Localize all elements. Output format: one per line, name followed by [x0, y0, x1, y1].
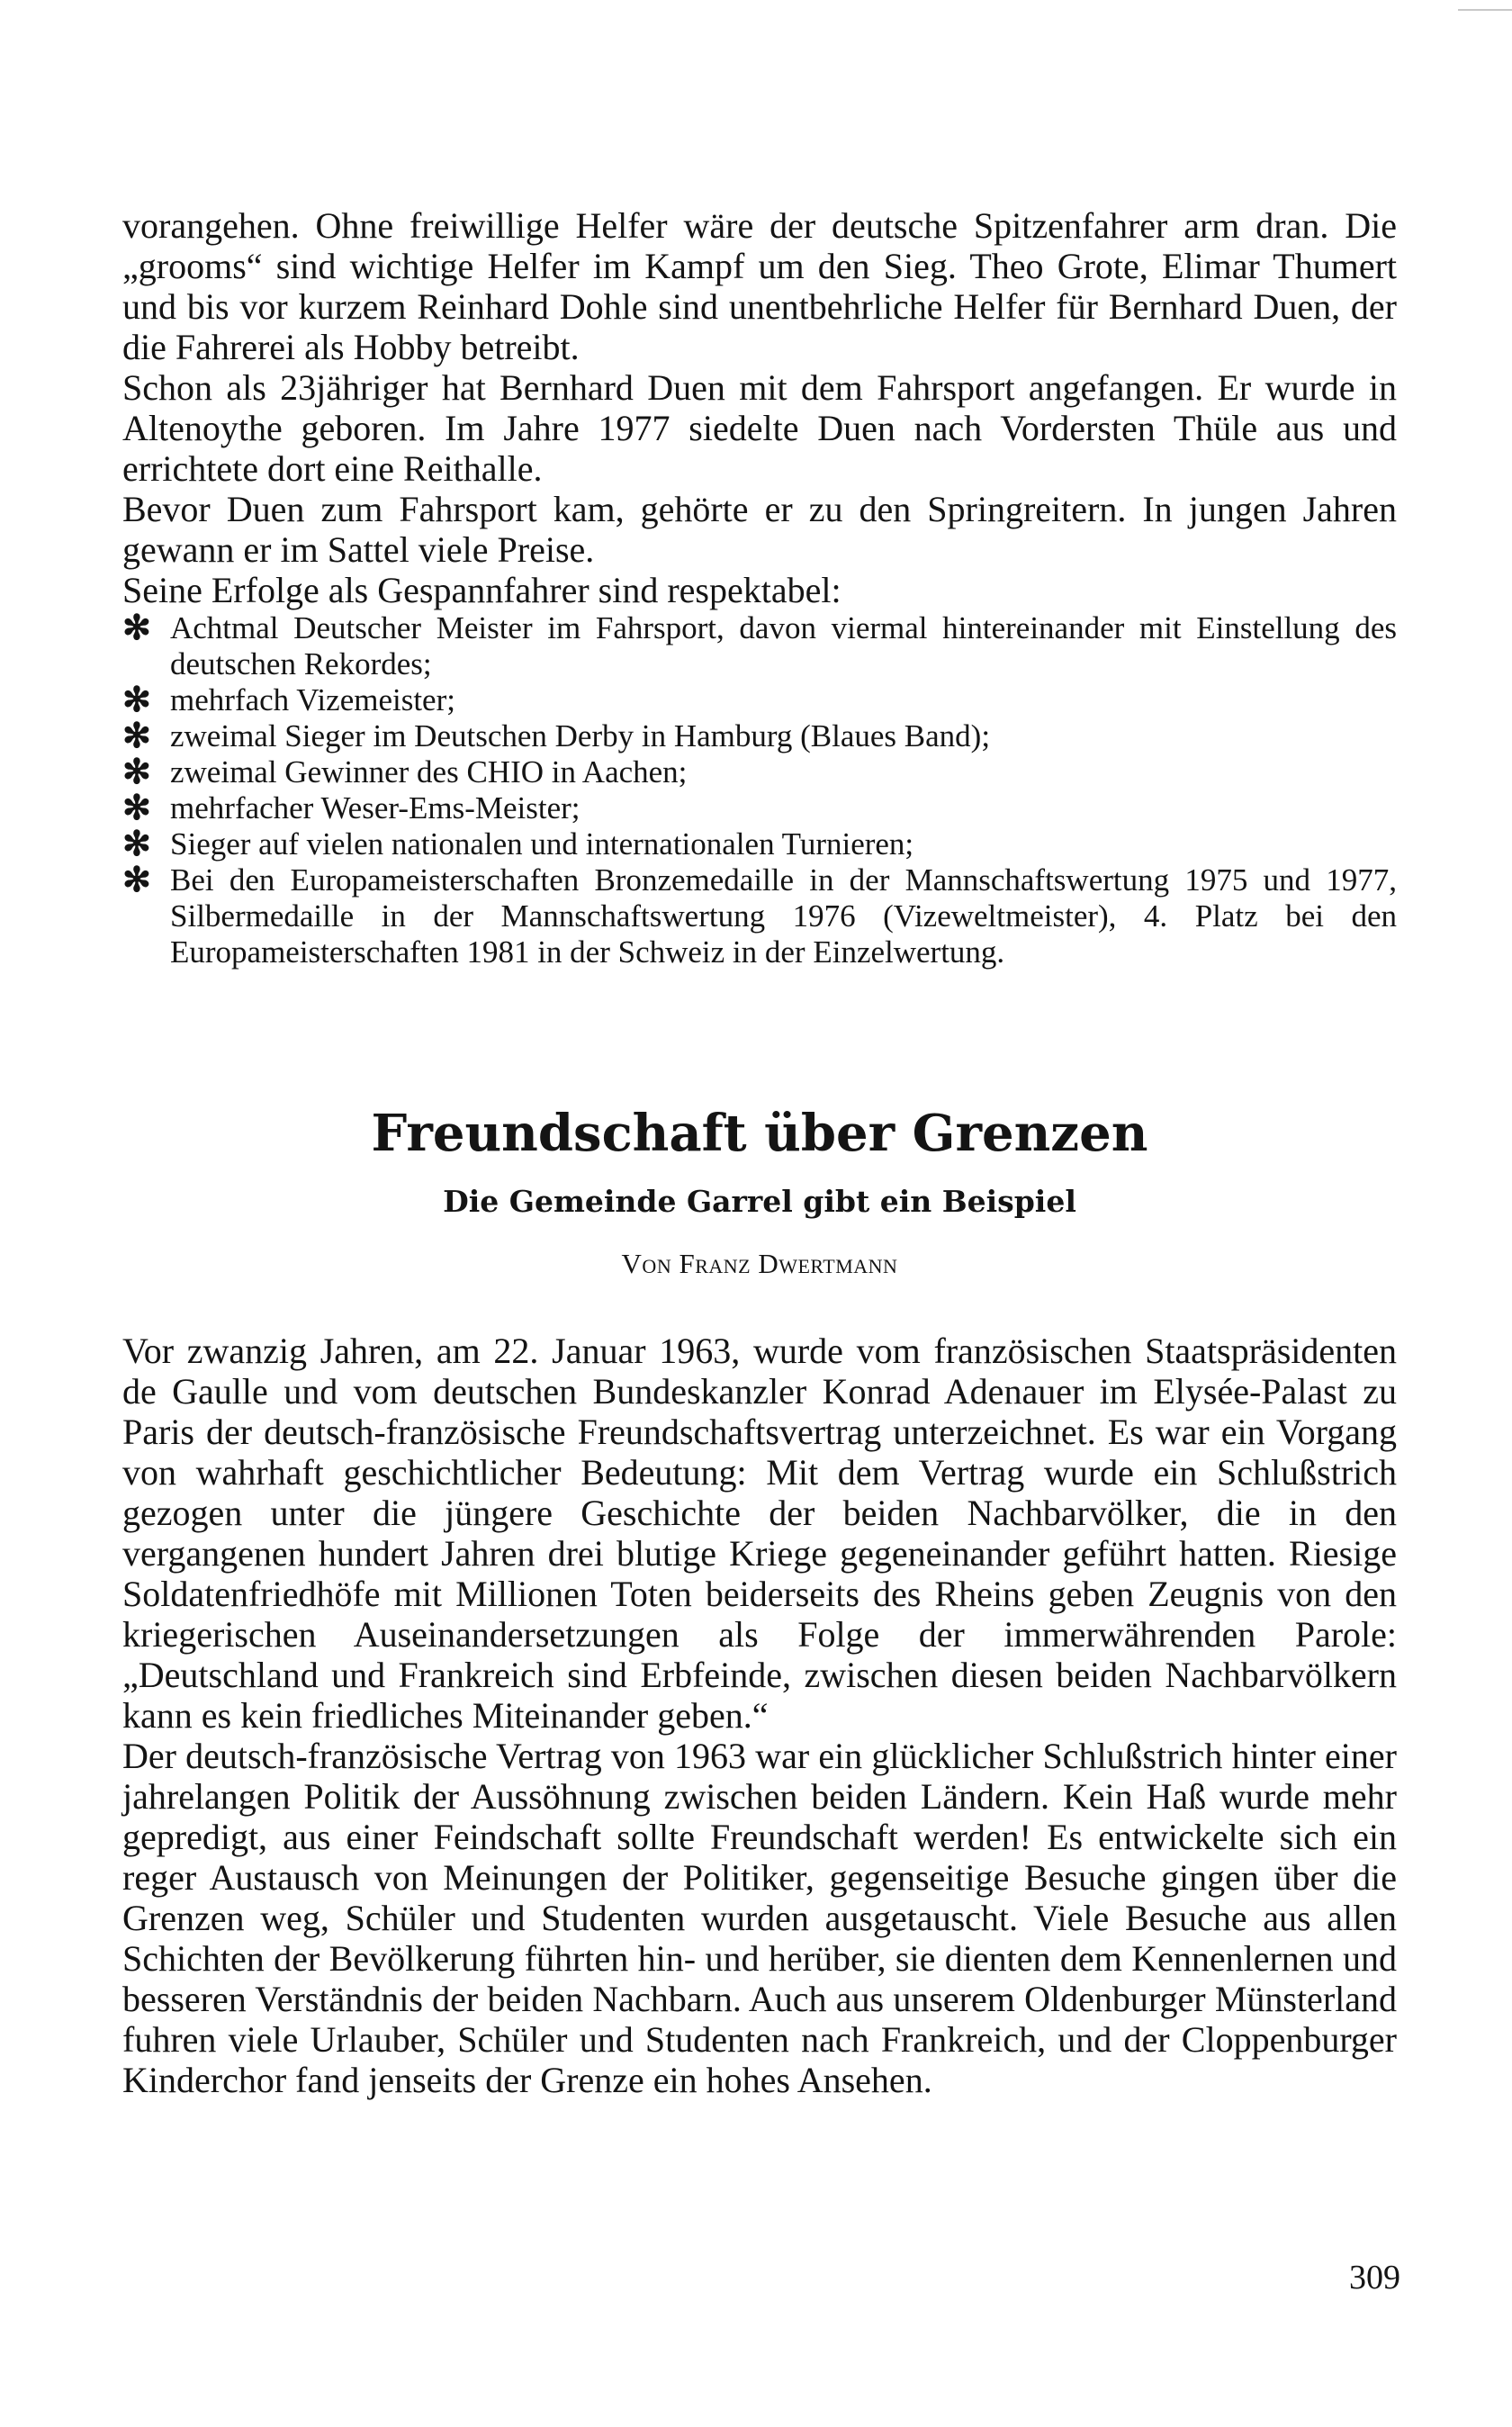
asterisk-bullet-icon: ✻ [122, 681, 151, 719]
list-item [122, 826, 1397, 862]
body-paragraph: Der deutsch-französische Vertrag von 1963 war ein glücklicher Schlußstrich hinter einer jahrelangen Politik der Aussöhnung zwischen beiden Ländern. Kein Haß wurde mehr gepredigt, aus einer Feindschaft sollte Freundschaft werden! Es entwickelte sich ein reger Austausch von Meinungen der Politiker, gegenseitige Besuche gingen über die Grenzen weg, Schüler und Studenten wurden ausgetauscht. Viele Besuche aus allen Schichten der Bevölkerung führten hin- und herüber, sie dienten dem Kennenlernen und besseren Verständnis der beiden Nachbarn. Auch aus unserem Oldenburger Münsterland fuhren viele Urlauber, Schüler und Studenten nach Frankreich, und der Cloppenburger Kinderchor fand jenseits der Grenze ein hohes Ansehen. [122, 1736, 1397, 2100]
article-body [122, 1331, 1397, 2100]
page-number: 309 [1349, 2259, 1400, 2296]
list-item-text: zweimal Sieger im Deutschen Derby in Hamburg (Blaues Band); [170, 718, 991, 753]
list-item-text: mehrfacher Weser-Ems-Meister; [170, 790, 580, 826]
list-item [122, 610, 1397, 682]
article-subtitle: Die Gemeinde Garrel gibt ein Beispiel [443, 1184, 1076, 1219]
asterisk-bullet-icon: ✻ [122, 753, 151, 791]
list-item-text: zweimal Gewinner des CHIO in Aachen; [170, 754, 688, 789]
asterisk-bullet-icon: ✻ [122, 609, 151, 647]
list-item [122, 862, 1397, 970]
intro-paragraph: vorangehen. Ohne freiwillige Helfer wäre der deutsche Spitzenfahrer arm dran. Die „grooms“ sind wichtige Helfer im Kampf um den Sieg. Theo Grote, Elimar Thumert und bis vor kurzem Reinhard Dohle sind unentbehrliche Helfer für Bernhard Duen, der die Fahrerei als Hobby betreibt. [122, 205, 1397, 367]
list-item [122, 790, 1397, 826]
list-item [122, 754, 1397, 790]
body-paragraph: Vor zwanzig Jahren, am 22. Januar 1963, wurde vom französischen Staatspräsidenten de Gaulle und vom deutschen Bundeskanzler Konrad Adenauer im Elysée-Palast zu Paris der deutsch-französische Freundschaftsvertrag unterzeichnet. Es war ein Vorgang von wahrhaft geschichtlicher Bedeutung: Mit dem Vertrag wurde ein Schlußstrich gezogen unter die jüngere Geschichte der beiden Nachbarvölker, die in den vergangenen hundert Jahren drei blutige Kriege gegeneinander geführt hatten. Riesige Soldatenfriedhöfe mit Millionen Toten beiderseits des Rheins geben Zeugnis von den kriegerischen Auseinandersetzungen als Folge der immerwährenden Parole: „Deutschland und Frankreich sind Erbfeinde, zwischen diesen beiden Nachbarvölkern kann es kein friedliches Miteinander geben.“ [122, 1331, 1397, 1736]
list-item [122, 682, 1397, 718]
list-item-text: mehrfach Vizemeister; [170, 682, 455, 717]
intro-paragraph: Seine Erfolge als Gespannfahrer sind respektabel: [122, 570, 842, 610]
list-item [122, 718, 1397, 754]
list-item-text: Sieger auf vielen nationalen und internationalen Turnieren; [170, 826, 914, 862]
article-byline: Von Franz Dwertmann [621, 1248, 898, 1279]
asterisk-bullet-icon: ✻ [122, 826, 151, 863]
article-title: Freundschaft über Grenzen [371, 1104, 1148, 1163]
list-item-text: Achtmal Deutscher Meister im Fahrsport, davon viermal hintereinander mit Einstellung des deutschen Rekordes; [170, 610, 1397, 681]
asterisk-bullet-icon: ✻ [122, 717, 151, 755]
intro-paragraph: Schon als 23jähriger hat Bernhard Duen mit dem Fahrsport angefangen. Er wurde in Altenoythe geboren. Im Jahre 1977 siedelte Duen nach Vordersten Thüle aus und errichtete dort eine Reithalle. [122, 367, 1397, 489]
asterisk-bullet-icon: ✻ [122, 789, 151, 827]
intro-paragraph: Bevor Duen zum Fahrsport kam, gehörte er zu den Springreitern. In jungen Jahren gewann er im Sattel viele Preise. [122, 489, 1397, 570]
continued-article-section [122, 205, 1397, 970]
asterisk-bullet-icon: ✻ [122, 862, 151, 899]
achievements-list [122, 610, 1397, 970]
corner-rule [1458, 9, 1512, 11]
list-item-text: Bei den Europameisterschaften Bronzemedaille in der Mannschaftswertung 1975 und 1977, Silbermedaille in der Mannschaftswertung 1976 (Vizeweltmeister), 4. Platz bei den Europameisterschaften 1981 in der Schweiz in der Einzelwertung. [170, 862, 1397, 970]
